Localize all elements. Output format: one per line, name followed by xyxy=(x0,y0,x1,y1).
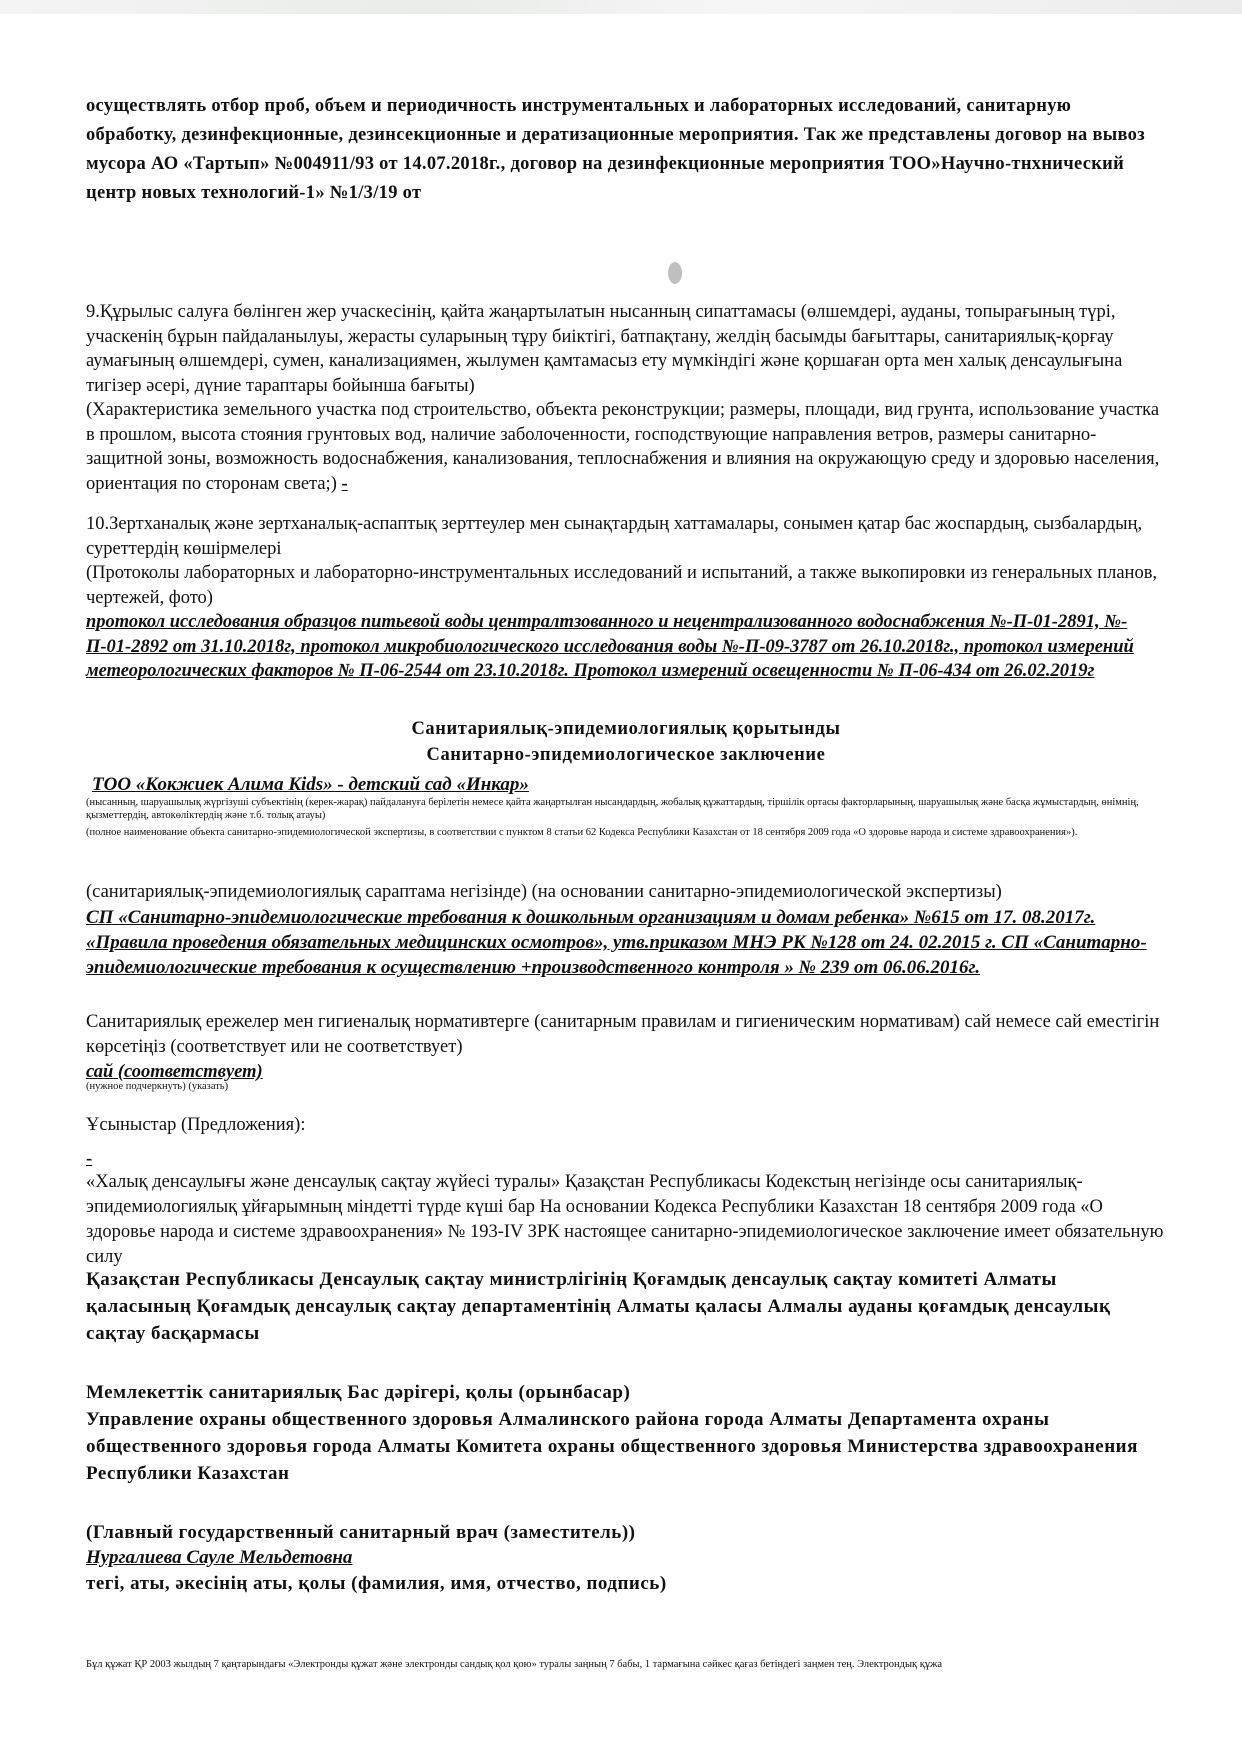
compliance-value: сай (соответствует) xyxy=(86,1062,263,1082)
section-10 xyxy=(86,512,1166,684)
proposals-block xyxy=(86,1113,1166,1270)
section-10-ru: (Протоколы лабораторных и лабораторно-инструментальных исследований и испытаний, а также выкопировки из генеральных планов, чертежей, фото) xyxy=(86,563,1158,608)
signer-name: Нургалиева Сауле Мельдетовна xyxy=(86,1547,353,1568)
scan-edge-artifact xyxy=(0,0,1242,14)
object-note-kz: (нысанның, шаруашылық жүргізуші субъектінің (керек-жарақ) пайдалануға берілетін немесе қайта жаңартылған нысандардың, жобалық құжаттардың, тіршілік ортасы факторларының, шаруашылық және басқа жұмыстардың, өнімнің, қызметтердің, автокөліктердің және т.б. толық атауы) xyxy=(86,797,1139,821)
conclusion-title-ru: Санитарно-эпидемиологическое заключение xyxy=(426,745,826,765)
signer-title-ru: (Главный государственный санитарный врач (заместитель)) xyxy=(86,1522,636,1543)
proposals-value: - xyxy=(86,1149,93,1169)
compliance-label: Санитариялық ережелер мен гигиеналық нормативтерге (санитарным правилам и гигиеническим нормативам) сай немесе сай еместігін көрсетіңіз (соответствует или не соответствует) xyxy=(86,1012,1160,1057)
signer-caption: тегі, аты, әкесінің аты, қолы (фамилия, имя, отчество, подпись) xyxy=(86,1573,667,1594)
section-9-ru xyxy=(86,398,1166,496)
section-10-kz: 10.Зертханалық және зертханалық-аспаптық зерттеулер мен сынақтардың хаттамалары, сонымен қатар бас жоспардың, сызбалардың, суреттердің көшірмелері xyxy=(86,514,1143,559)
authority-kz: Қазақстан Республикасы Денсаулық сақтау министрлігінің Қоғамдық денсаулық сақтау комитеті Алматы қаласының Қоғамдық денсаулық сақтау департаментінің Алматы қаласы Алмалы ауданы қоғамдық денсаулық сақтау басқармасы xyxy=(86,1269,1111,1344)
footer-note: Бұл құжат ҚР 2003 жылдың 7 қаңтарындағы «Электронды құжат және электронды сандық қол қою» туралы заңның 7 бабы, 1 тармағына сәйкес қағаз бетіндегі заңмен тең. Электрондық құжа xyxy=(86,1659,942,1670)
object-note-ru: (полное наименование объекта санитарно-эпидемиологической экспертизы, в соответствии с пунктом 8 статьи 62 Кодекса Республики Казахстан от 18 сентября 2009 года «О здоровье народа и системе здравоохранения»). xyxy=(86,827,1078,838)
authority-block xyxy=(86,1266,1166,1597)
basis-value: СП «Санитарно-эпидемиологические требования к дошкольным организациям и домам ребенка» №615 от 17. 08.2017г. «Правила проведения обязательных медицинских осмотров», утв.приказом МНЭ РК №128 от 24. 02.2015 г. СП «Санитарно-эпидемиологические требования к осуществлению +производственного контроля » № 239 от 06.06.2016г. xyxy=(86,907,1147,978)
section-10-value: протокол исследования образцов питьевой воды централтзованного и нецентрализованного водоснабжения №-П-01-2891, №-П-01-2892 от 31.10.2018г, протокол микробиологического исследования воды №-П-09-3787 от 26.10.2018г., протокол измерений метеорологических факторов № П-06-2544 от 23.10.2018г. Протокол измерений освещенности № П-06-434 от 26.02.2019г xyxy=(86,612,1134,681)
object-block xyxy=(86,774,1166,839)
compliance-block xyxy=(86,1010,1166,1092)
signer-title-kz: Мемлекеттік санитариялық Бас дәрігері, қолы (орынбасар) xyxy=(86,1382,631,1403)
section-9-ru-text: (Характеристика земельного участка под строительство, объекта реконструкции; размеры, площади, вид грунта, использование участка в прошлом, высота стояния грунтовых вод, наличие заболоченности, господствующие направления ветров, размеры санитарно-защитной зоны, возможность водоснабжения, канализования, теплоснабжения и влияния на окружающую среду и здоровью населения, ориентация по сторонам света;) xyxy=(86,400,1160,494)
authority-ru: Управление охраны общественного здоровья Алмалинского района города Алматы Департамента охраны общественного здоровья города Алматы Комитета охраны общественного здоровья Министерства здравоохранения Республики Казахстан xyxy=(86,1409,1138,1484)
section-9-kz: 9.Құрылыс салуға бөлінген жер учаскесінің, қайта жаңартылатын нысанның сипаттамасы (өлшемдері, ауданы, топырағының түрі, учаскенің бұрын пайдаланылуы, жерасты суларының тұру биіктігі, батпақтану, желдің басымды бағыттары, санитариялық-қорғау аумағының өлшемдері, сумен, канализациямен, жылумен қамтамасыз ету мүмкіндігі және қоршаған орта мен халық денсаулығына тигізер әсері, дүние тараптары бойынша бағыты) xyxy=(86,302,1123,396)
section-9 xyxy=(86,300,1166,496)
conclusion-title-kz: Санитариялық-эпидемиологиялық қорытынды xyxy=(411,719,841,739)
basis-block xyxy=(86,880,1166,980)
intro-paragraph xyxy=(86,92,1166,208)
scan-speck xyxy=(668,262,682,284)
section-9-value: - xyxy=(341,473,348,494)
compliance-note: (нужное подчеркнуть) (указать) xyxy=(86,1081,229,1092)
conclusion-titles xyxy=(86,716,1166,768)
intro-text: осуществлять отбор проб, объем и периодичность инструментальных и лабораторных исследований, санитарную обработку, дезинфекционные, дезинсекционные и дератизационные мероприятия. Так же представлены договор на вывоз мусора АО «Тартып» №004911/93 от 14.07.2018г., договор на дезинфекционные мероприятия ТОО»Научно-тнхнический центр новых технологий-1» №1/3/19 от xyxy=(86,96,1145,203)
proposals-label: Ұсыныстар (Предложения): xyxy=(86,1115,306,1135)
object-name: ТОО «Кокжиек Алима Kids» - детский сад «Инкар» xyxy=(92,774,529,795)
legal-text: «Халық денсаулығы және денсаулық сақтау жүйесі туралы» Қазақстан Республикасы Кодекстың негізінде осы санитариялық-эпидемиологиялық ұйғарымның міндетті түрде күші бар На основании Кодекса Республики Казахстан 18 сентября 2009 года «О здоровье народа и системе здравоохранения» № 193-IV ЗРК настоящее санитарно-эпидемиологическое заключение имеет обязательную силу xyxy=(86,1172,1164,1267)
basis-label: (санитариялық-эпидемиологиялық сараптама негізінде) (на основании санитарно-эпидемиологической экспертизы) xyxy=(86,882,1002,902)
